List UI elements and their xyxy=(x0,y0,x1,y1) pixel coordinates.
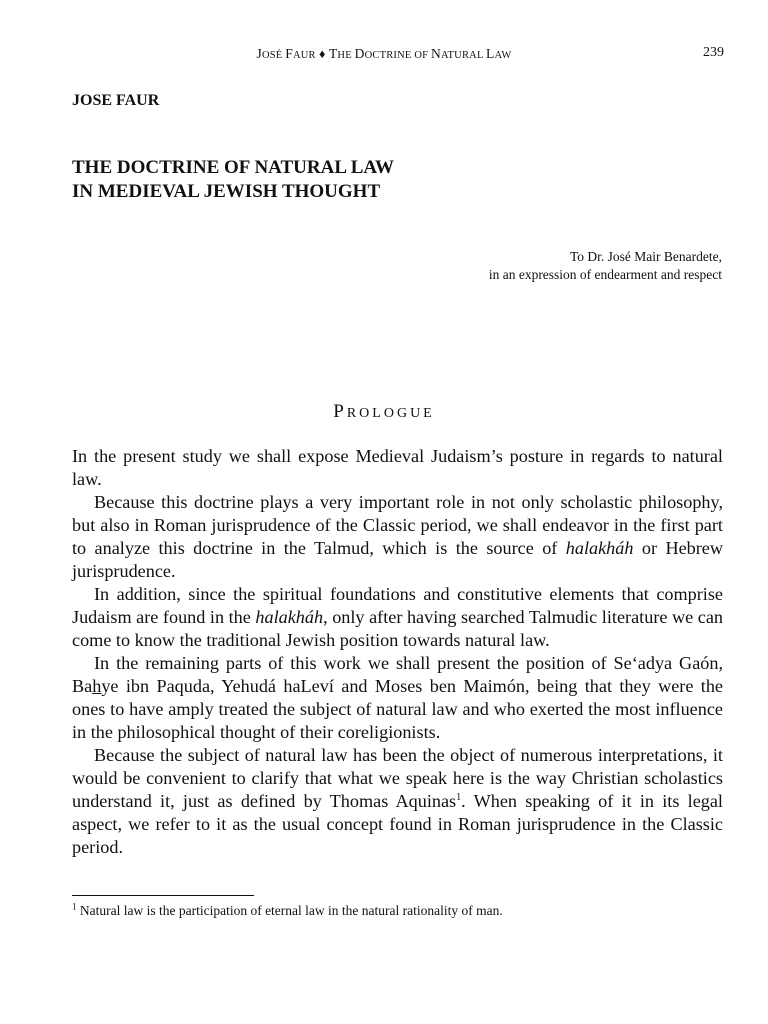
running-head-title-part: OCTRINE OF xyxy=(364,50,431,61)
italic-term: halakháh xyxy=(565,538,634,558)
running-head-title-initial: D xyxy=(354,46,365,61)
running-head-title-part: ATURAL xyxy=(440,50,486,61)
paragraph-text: In addition, since the spiritual foundations and constitutive elements that comprise Judaism are found in the xyxy=(72,584,723,627)
article-title-line: THE DOCTRINE OF NATURAL LAW xyxy=(72,157,394,178)
author-name: JOSE FAUR xyxy=(72,92,160,109)
paragraph-text: or Hebrew jurisprudence. xyxy=(72,538,724,581)
footnote-reference[interactable]: 1 xyxy=(456,791,462,803)
running-head-title-part: HE xyxy=(337,50,355,61)
paragraph xyxy=(72,652,723,744)
article-title-line: IN MEDIEVAL JEWISH THOUGHT xyxy=(72,181,381,202)
paragraph-text: In the present study we shall expose Medieval Judaism’s posture in regards to natural law. xyxy=(72,446,723,489)
paragraph xyxy=(72,744,723,859)
running-head-author-part: OSÉ xyxy=(261,50,286,61)
paragraph xyxy=(72,583,723,652)
paragraph-text: , only after having searched Talmudic literature we can come to know the traditional Jewish position towards natural law. xyxy=(72,607,723,650)
paragraph-text: . When speaking of it in its legal aspect, we refer to it as the usual concept found in Roman jurisprudence in the Classic period. xyxy=(72,791,723,857)
running-head-author-initial: J xyxy=(256,46,262,61)
paragraph-text: ye ibn Paquda, Yehudá haLeví and Moses ben Maimón, being that they were the ones to have amply treated the subject of natural law and who exerted the most influence in the philosophical thought of their coreligionists. xyxy=(72,676,723,742)
dedication-line: To Dr. José Mair Benardete, xyxy=(569,249,722,264)
running-head xyxy=(0,46,768,62)
running-head-title-initial: T xyxy=(328,46,338,61)
running-head-title-initial: L xyxy=(486,46,495,61)
section-heading-initial: P xyxy=(333,401,347,422)
dedication-line: in an expression of endearment and respect xyxy=(488,267,722,282)
footnote-text: Natural law is the participation of eternal law in the natural rationality of man. xyxy=(76,903,503,918)
diamond-separator-icon: ♦ xyxy=(319,47,326,61)
section-heading-rest: ROLOGUE xyxy=(346,406,435,421)
paragraph-text: In the remaining parts of this work we shall present the position of Se‘adya Gaón, Ba xyxy=(72,653,723,696)
paragraph xyxy=(72,445,723,491)
footnote xyxy=(72,903,503,919)
transliteration-mark: h xyxy=(92,676,102,696)
page-number: 239 xyxy=(703,45,724,60)
footnote-divider xyxy=(72,895,254,896)
paragraph-text: Because the subject of natural law has been the object of numerous interpretations, it would be convenient to clarify that what we speak here is the way Christian scholastics understand it, just as defined by Thomas Aquinas xyxy=(72,745,723,811)
running-head-title-part: AW xyxy=(494,50,512,61)
italic-term: halakháh xyxy=(255,607,324,627)
article-title xyxy=(72,156,394,204)
paragraph xyxy=(72,491,723,583)
dedication xyxy=(489,248,722,284)
footnote-marker: 1 xyxy=(72,901,77,912)
paragraph-text: Because this doctrine plays a very important role in not only scholastic philosophy, but also in Roman jurisprudence of the Classic period, we shall endeavor in the first part to analyze this doctrine in the Talmud, which is the source of xyxy=(72,492,723,558)
body-text xyxy=(72,445,723,859)
section-heading-prologue xyxy=(0,401,768,423)
running-head-author-initial: F xyxy=(285,46,293,61)
running-head-title-initial: N xyxy=(430,46,441,61)
running-head-author-part: AUR xyxy=(292,50,316,61)
